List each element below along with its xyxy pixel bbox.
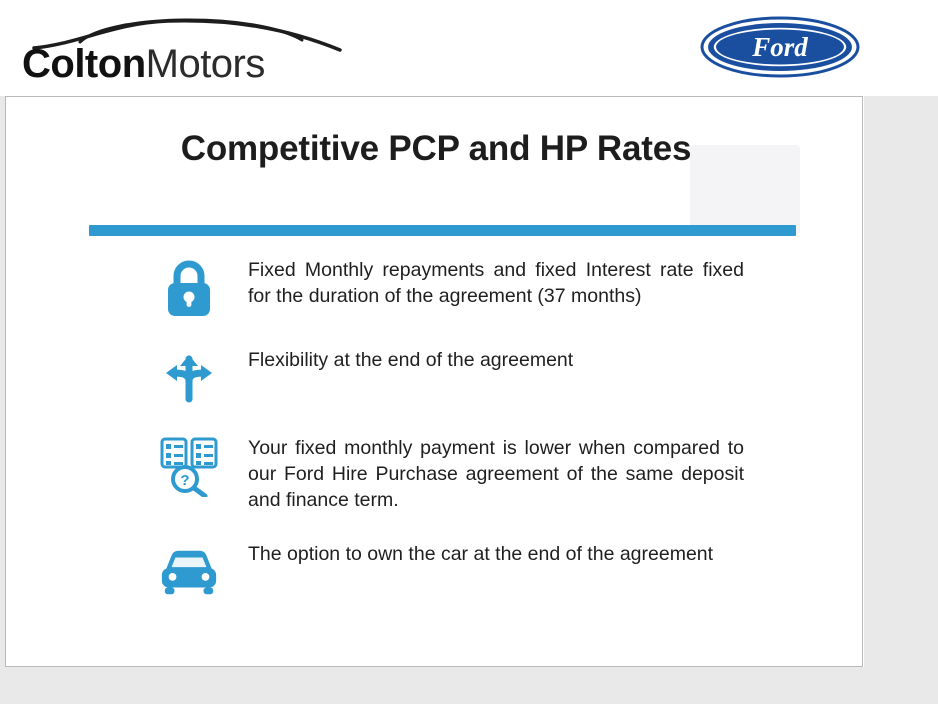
list-item-label: Your fixed monthly payment is lower when compared to our Ford Hire Purchase agreement of the same deposit and finance term. [248, 437, 744, 511]
svg-text:Ford: Ford [752, 32, 808, 62]
list-item [6, 541, 864, 607]
direction-arrows-icon [158, 347, 220, 409]
list-item [6, 347, 864, 413]
padlock-icon [158, 257, 220, 319]
document-search-icon [158, 435, 220, 497]
page-title: Competitive PCP and HP Rates [180, 129, 692, 168]
dealer-name [22, 42, 265, 87]
list-item-label: Fixed Monthly repayments and fixed Interest rate fixed for the duration of the agreement (37 months) [248, 259, 744, 307]
ford-logo [700, 16, 860, 78]
car-front-icon [158, 541, 220, 603]
bottom-margin-strip [0, 667, 938, 704]
page-header [0, 0, 938, 96]
ford-oval-icon [700, 16, 860, 78]
right-margin-strip [864, 96, 938, 704]
list-item [6, 257, 864, 323]
list-item-label: Flexibility at the end of the agreement [248, 349, 574, 371]
svg-text:?: ? [180, 472, 190, 489]
dealer-name-primary: Colton [22, 42, 146, 86]
list-item [6, 435, 864, 513]
slide-card [5, 96, 863, 667]
feature-list [6, 257, 864, 621]
list-item-label: The option to own the car at the end of the agreement [248, 543, 714, 565]
title-underline-rule [89, 225, 796, 236]
dealer-name-secondary: Motors [145, 42, 265, 86]
